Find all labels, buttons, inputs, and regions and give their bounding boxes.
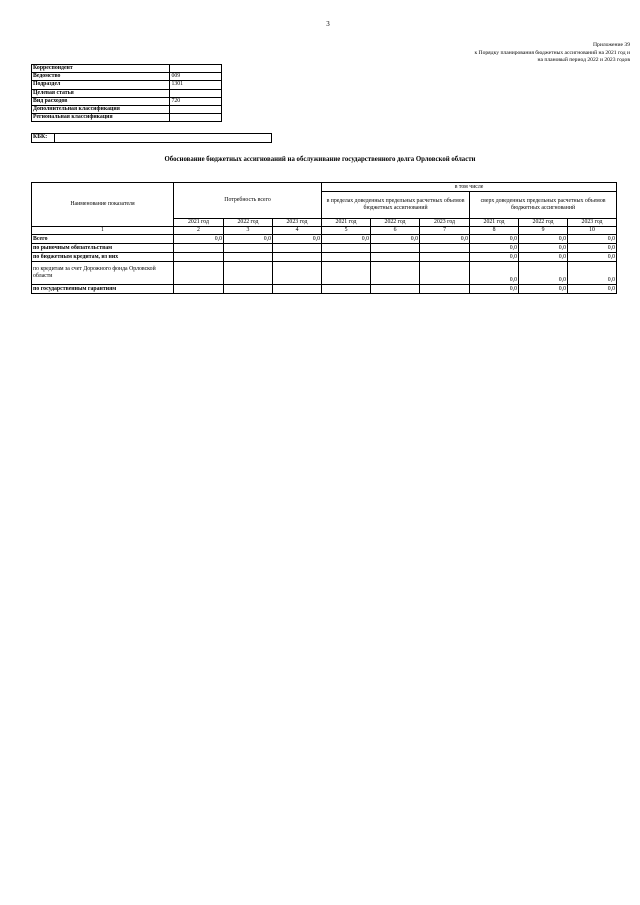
meta-row xyxy=(32,114,222,122)
meta-row xyxy=(32,89,222,97)
table-row xyxy=(32,235,617,244)
meta-label: Региональная классификация xyxy=(32,114,170,122)
table-row xyxy=(32,244,617,253)
header-year: 2023 год xyxy=(568,219,617,227)
cell-value xyxy=(224,285,273,294)
meta-row xyxy=(32,97,222,105)
meta-value: 1301 xyxy=(170,81,222,89)
budget-table xyxy=(31,182,617,294)
cell-value xyxy=(224,262,273,285)
cell-value: 0,0 xyxy=(519,253,568,262)
header-need-total: Потребность всего xyxy=(174,183,322,219)
kbk-value xyxy=(55,134,272,143)
page-number: 3 xyxy=(326,20,330,28)
cell-value: 0,0 xyxy=(568,285,617,294)
header-indicator: Наименование показателя xyxy=(32,183,174,227)
cell-value xyxy=(322,244,371,253)
meta-row xyxy=(32,81,222,89)
cell-value xyxy=(273,285,322,294)
column-number: 10 xyxy=(568,227,617,235)
column-number: 5 xyxy=(322,227,371,235)
meta-row xyxy=(32,105,222,113)
cell-value: 0,0 xyxy=(322,235,371,244)
cell-value xyxy=(174,262,224,285)
meta-label: Вид расходов xyxy=(32,97,170,105)
meta-label: Дополнительная классификация xyxy=(32,105,170,113)
cell-value xyxy=(322,285,371,294)
cell-value xyxy=(371,244,420,253)
column-number: 1 xyxy=(32,227,174,235)
table-row xyxy=(32,262,617,285)
cell-value xyxy=(371,253,420,262)
appendix-line-1: Приложение 39 xyxy=(592,42,630,48)
header-year: 2023 год xyxy=(273,219,322,227)
cell-value: 0,0 xyxy=(568,235,617,244)
cell-value xyxy=(420,253,470,262)
cell-value: 0,0 xyxy=(470,262,519,285)
row-label: Всего xyxy=(32,235,174,244)
cell-value xyxy=(224,253,273,262)
cell-value xyxy=(371,285,420,294)
meta-value xyxy=(170,65,222,73)
header-within-limits: в пределах доведенных предельных расчетных объемов бюджетных ассигнований xyxy=(322,192,470,219)
cell-value xyxy=(224,244,273,253)
cell-value: 0,0 xyxy=(568,244,617,253)
meta-value: 720 xyxy=(170,97,222,105)
kbk-table xyxy=(31,133,272,143)
header-year: 2022 год xyxy=(371,219,420,227)
header-year: 2021 год xyxy=(470,219,519,227)
appendix-note xyxy=(474,42,630,65)
header-year: 2021 год xyxy=(174,219,224,227)
column-number: 4 xyxy=(273,227,322,235)
cell-value: 0,0 xyxy=(519,244,568,253)
cell-value: 0,0 xyxy=(519,285,568,294)
header-above-limits: сверх доведенных предельных расчетных объемов бюджетных ассигнований xyxy=(470,192,617,219)
meta-label: Подраздел xyxy=(32,81,170,89)
cell-value xyxy=(273,253,322,262)
cell-value: 0,0 xyxy=(470,244,519,253)
cell-value: 0,0 xyxy=(568,253,617,262)
cell-value xyxy=(174,244,224,253)
meta-value xyxy=(170,105,222,113)
meta-row xyxy=(32,65,222,73)
meta-row xyxy=(32,73,222,81)
header-including: в том числе xyxy=(322,183,617,192)
column-number: 3 xyxy=(224,227,273,235)
row-label: по рыночным обязательствам xyxy=(32,244,174,253)
meta-label: Корреспондент xyxy=(32,65,170,73)
meta-value xyxy=(170,89,222,97)
cell-value xyxy=(420,285,470,294)
header-year: 2022 год xyxy=(224,219,273,227)
cell-value xyxy=(420,244,470,253)
appendix-line-2: к Порядку планирования бюджетных ассигнований на 2021 год и xyxy=(474,49,630,56)
cell-value: 0,0 xyxy=(470,253,519,262)
column-number: 9 xyxy=(519,227,568,235)
cell-value: 0,0 xyxy=(420,235,470,244)
column-number: 7 xyxy=(420,227,470,235)
cell-value: 0,0 xyxy=(273,235,322,244)
header-year: 2023 год xyxy=(420,219,470,227)
cell-value: 0,0 xyxy=(568,262,617,285)
table-row xyxy=(32,285,617,294)
cell-value: 0,0 xyxy=(519,262,568,285)
header-year: 2021 год xyxy=(322,219,371,227)
document-title: Обоснование бюджетных ассигнований на обслуживание государственного долга Орловской области xyxy=(164,156,476,163)
meta-value: 009 xyxy=(170,73,222,81)
cell-value xyxy=(273,262,322,285)
meta-label: Ведомство xyxy=(32,73,170,81)
appendix-line-3: на плановый период 2022 и 2023 годов xyxy=(537,57,630,64)
cell-value: 0,0 xyxy=(174,235,224,244)
kbk-label: КБК: xyxy=(32,134,55,143)
cell-value: 0,0 xyxy=(371,235,420,244)
cell-value xyxy=(174,285,224,294)
meta-label: Целевая статья xyxy=(32,89,170,97)
column-number: 2 xyxy=(174,227,224,235)
row-label: по кредитам за счет Дорожного фонда Орловской области xyxy=(32,262,174,285)
cell-value xyxy=(322,262,371,285)
table-row xyxy=(32,253,617,262)
row-label: по бюджетным кредитам, из них xyxy=(32,253,174,262)
cell-value xyxy=(371,262,420,285)
cell-value: 0,0 xyxy=(470,285,519,294)
cell-value xyxy=(322,253,371,262)
column-number: 6 xyxy=(371,227,420,235)
cell-value: 0,0 xyxy=(470,235,519,244)
column-number: 8 xyxy=(470,227,519,235)
classification-table xyxy=(31,64,222,122)
cell-value: 0,0 xyxy=(519,235,568,244)
meta-value xyxy=(170,114,222,122)
row-label: по государственным гарантиям xyxy=(32,285,174,294)
cell-value: 0,0 xyxy=(224,235,273,244)
cell-value xyxy=(273,244,322,253)
cell-value xyxy=(174,253,224,262)
cell-value xyxy=(420,262,470,285)
header-year: 2022 год xyxy=(519,219,568,227)
